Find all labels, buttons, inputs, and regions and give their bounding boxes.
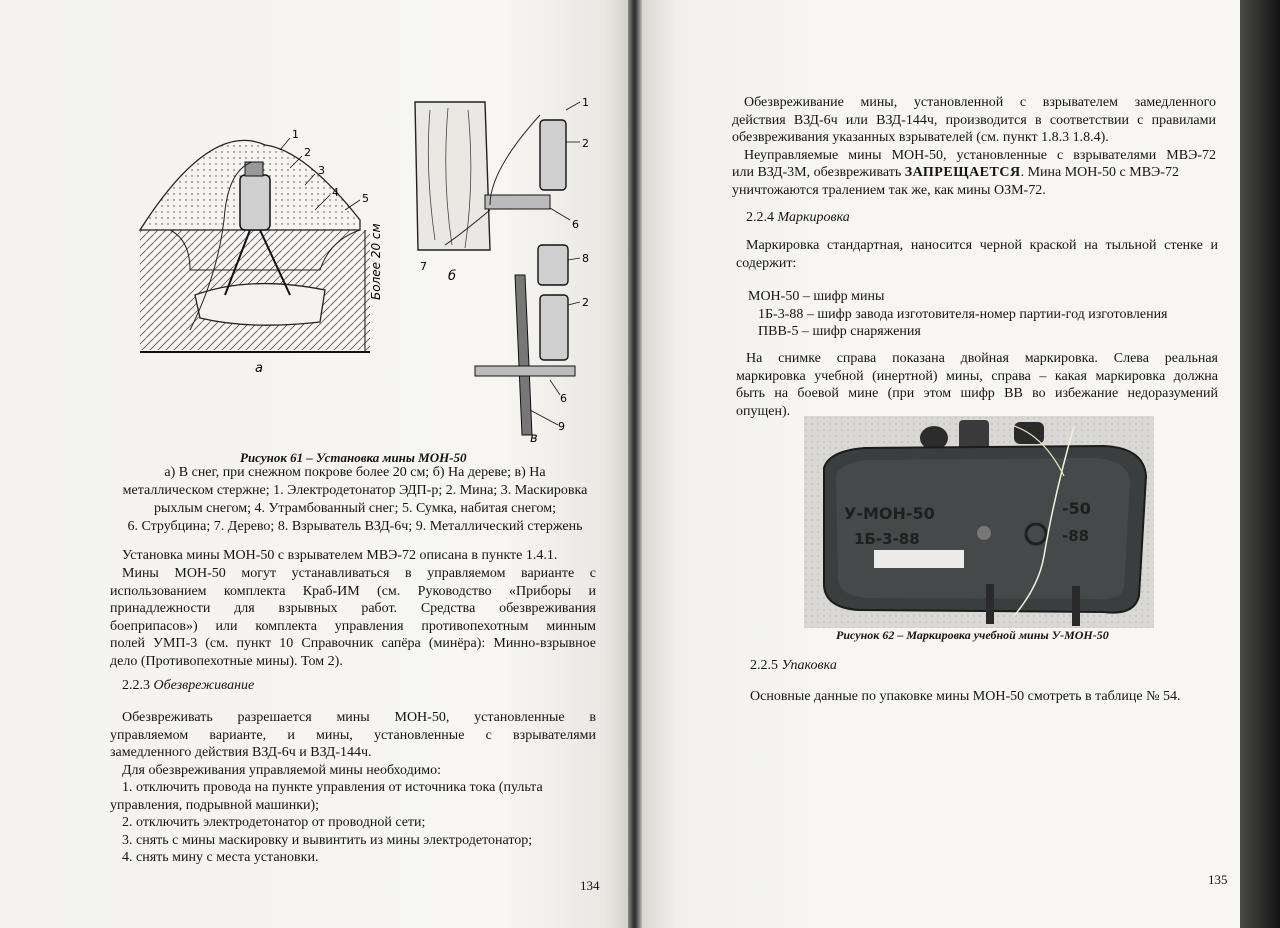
scan-edge	[1240, 0, 1280, 928]
caption-line: металлическом стержне; 1. Электродетонатор ЭДП-р; 2. Мина; 3. Маскировка	[122, 483, 588, 498]
text-line: быть на боевой мине (при этом шифр ВВ во избежание недоразумений	[736, 386, 1218, 401]
photo-marking-left-2: 1Б-3-88	[854, 530, 920, 548]
marking-line: ПВВ-5 – шифр снаряжения	[758, 324, 921, 339]
text-line: Обезвреживать разрешается мины МОН-50, установленные в	[122, 710, 596, 725]
callout-8: 8	[582, 252, 589, 265]
text-line: Мины МОН-50 могут устанавливаться в управляемом варианте с	[122, 566, 596, 581]
depth-label: Более 20 см	[369, 223, 383, 300]
caption-line: 6. Струбцина; 7. Дерево; 8. Взрыватель ВЗД-6ч; 9. Металлический стержень	[127, 519, 583, 534]
text-line: замедленного действия ВЗД-6ч и ВЗД-144ч.	[110, 745, 372, 760]
callout-5: 5	[362, 192, 369, 205]
text-line: принадлежности для взрывных работ. Средства обезвреживания	[110, 601, 596, 616]
para-disarm	[110, 709, 596, 867]
text-span: . Мина МОН-50 с МВЭ-72	[1020, 165, 1179, 180]
figure-62-caption: Рисунок 62 – Маркировка учебной мины У-МОН-50	[836, 628, 1109, 642]
photo-marking-right-1: -50	[1062, 499, 1091, 518]
para-marking-intro	[736, 237, 1218, 272]
text-line: обезвреживания указанных взрывателей (см. пункт 1.8.3 1.8.4).	[732, 130, 1109, 145]
text-line: управляемом варианте, и мины, установленные с взрывателями	[110, 727, 596, 743]
page-number-left: 134	[580, 878, 600, 893]
text-line	[732, 164, 1216, 182]
caption-line: а) В снег, при снежном покрове более 20 см; б) На дереве; в) На	[164, 465, 546, 480]
step-line: 2. отключить электродетонатор от проводной сети;	[122, 815, 426, 830]
section-heading-2-2-4	[746, 210, 850, 226]
step-line: управления, подрывной машинки);	[110, 797, 320, 813]
marking-line: 1Б-3-88 – шифр завода изготовителя-номер партии-год изготовления	[758, 306, 1168, 322]
callout-2: 2	[304, 146, 311, 159]
section-heading-2-2-3	[122, 678, 254, 694]
heading-number: 2.2.5	[750, 658, 778, 673]
figure-61-caption	[105, 464, 605, 536]
callout-3: 3	[318, 164, 325, 177]
marking-list	[748, 288, 1218, 341]
heading-title: Обезвреживание	[153, 678, 255, 693]
caption-line: рыхлым снегом; 4. Утрамбованный снег; 5. Сумка, набитая снегом;	[154, 501, 556, 516]
callout-1b: 1	[582, 96, 589, 109]
para-photo-note	[736, 350, 1218, 420]
para-control	[110, 565, 596, 670]
para-delayed	[732, 94, 1216, 199]
para-packing: Основные данные по упаковке мины МОН-50 смотреть в таблице № 54.	[750, 689, 1181, 704]
figure-61-drawing	[130, 90, 610, 445]
callout-2b: 2	[582, 137, 589, 150]
text-line: боеприпасов») или комплекта управления противопехотным минным	[110, 618, 596, 634]
text-line: маркировка учебной (инертной) мины, справа – какая маркировка должна	[736, 368, 1218, 384]
page-number-right: 135	[1208, 872, 1228, 887]
callout-6c: 6	[560, 392, 567, 405]
photo-marking-left-1: У-МОН-50	[844, 504, 935, 523]
steps-intro: Для обезвреживания управляемой мины необходимо:	[122, 762, 441, 778]
heading-title: Упаковка	[781, 658, 837, 673]
text-line: Маркировка стандартная, наносится черной краской на тыльной стенке и	[746, 238, 1218, 253]
text-line: использованием комплекта Краб-ИМ (см. Руководство «Приборы и	[110, 583, 596, 599]
text-line: Обезвреживание мины, установленной с взрывателем замедленного	[744, 95, 1216, 110]
book-spine	[628, 0, 642, 928]
text-line: опущен).	[736, 403, 791, 419]
step-line: 1. отключить провода на пункте управления от источника тока (пульта	[122, 780, 543, 795]
panel-label-a: а	[255, 361, 263, 376]
text-line: содержит:	[736, 255, 797, 271]
heading-title: Маркировка	[777, 210, 850, 225]
figure-62-photo	[804, 416, 1154, 628]
figure-61-caption-title: Рисунок 61 – Установка мины МОН-50	[240, 450, 467, 465]
text-span: или ВЗД-3М, обезвреживать	[732, 165, 902, 180]
step-line: 3. снять с мины маскировку и вывинтить из мины электродетонатор;	[122, 832, 533, 848]
text-line: На снимке справа показана двойная маркировка. Слева реальная	[746, 351, 1218, 366]
text-line: полей УМП-3 (см. пункт 10 Справочник сапёра (минёра): Минно-взрывное	[110, 636, 596, 651]
section-heading-2-2-5	[750, 658, 837, 674]
para-install: Установка мины МОН-50 с взрывателем МВЭ-72 описана в пункте 1.4.1.	[122, 548, 558, 563]
text-line: уничтожаются тралением так же, как мины ОЗМ-72.	[732, 182, 1046, 198]
panel-label-b: б	[448, 269, 457, 284]
callout-2c: 2	[582, 296, 589, 309]
text-line: Неуправляемые мины МОН-50, установленные с взрывателями МВЭ-72	[744, 147, 1216, 163]
figure-panel-a	[140, 128, 383, 376]
callout-1: 1	[292, 128, 299, 141]
callout-9: 9	[558, 420, 565, 433]
prohibited-label: ЗАПРЕЩАЕТСЯ	[904, 165, 1021, 180]
figure-panel-v	[475, 245, 589, 445]
text-line: дело (Противопехотные мины). Том 2).	[110, 653, 343, 669]
callout-4: 4	[332, 186, 339, 199]
heading-number: 2.2.4	[746, 210, 774, 225]
photo-marking-right-2: -88	[1062, 527, 1090, 545]
callout-6: 6	[572, 218, 579, 231]
heading-number: 2.2.3	[122, 678, 150, 693]
panel-label-v: в	[530, 431, 538, 445]
text-line: действия ВЗД-6ч или ВЗД-144ч, производится в соответствии с правилами	[732, 112, 1216, 128]
callout-7: 7	[420, 260, 427, 273]
marking-line: МОН-50 – шифр мины	[748, 289, 885, 304]
step-line: 4. снять мину с места установки.	[122, 850, 319, 865]
